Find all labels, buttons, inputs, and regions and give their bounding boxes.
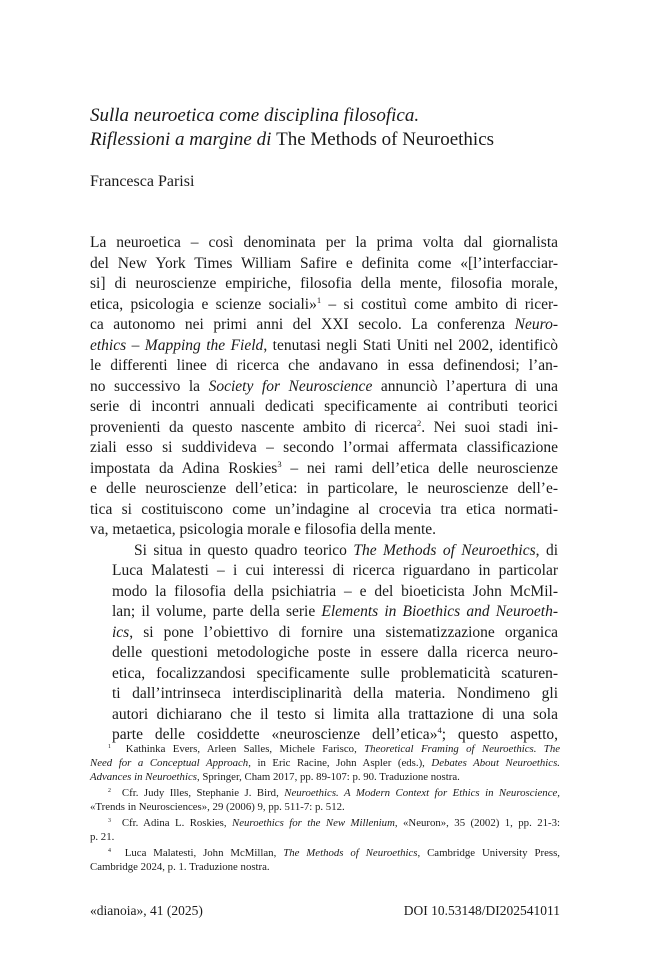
body-line: etica, psicologia e scienze sociali»$^1$ – si costituì come ambito di ricer- bbox=[90, 294, 558, 313]
footnote-line: Cambridge 2024, p. 1. Traduzione nostra. bbox=[90, 861, 270, 873]
body-line: La neuroetica – così denominata per la prima volta dal giornalista bbox=[90, 234, 558, 251]
footnote-3 bbox=[90, 816, 560, 844]
article-body bbox=[90, 233, 558, 746]
title-line-2-italic: Riflessioni a margine di bbox=[90, 129, 272, 150]
body-line: impostata da Adina Roskies$^3$ – nei rami dell’etica delle neuroscienze bbox=[90, 458, 558, 477]
body-line: va, metaetica, psicologia morale e filosofia della mente. bbox=[90, 521, 437, 538]
footnote-line: $^3$ Cfr. Adina L. Roskies, Neuroethics for the New Millenium, «Neuron», 35 (2002) 1, pp. 21-3: bbox=[108, 817, 560, 829]
body-line: ethics – Mapping the Field, tenutasi negli Stati Uniti nel 2002, identificò bbox=[90, 336, 558, 354]
footnote-line: p. 21. bbox=[90, 831, 115, 843]
author-name: Francesca Parisi bbox=[90, 173, 195, 190]
footnote-line: Need for a Conceptual Approach, in Eric Racine, John Aspler (eds.), Debates About Neuroethics. bbox=[90, 757, 560, 769]
body-line: le differenti linee di ricerca che andavano in essa definendosi; l’an- bbox=[90, 357, 558, 374]
doi-label[interactable]: DOI 10.53148/DI202541011 bbox=[403, 903, 560, 918]
body-line: del New York Times William Safire e definita come «[l’interfacciar- bbox=[90, 254, 558, 272]
body-line: parte delle cosiddette «neuroscienze dell’etica»$^4$; questo aspetto, bbox=[112, 725, 558, 743]
journal-citation: «dianoia», 41 (2025) bbox=[90, 903, 203, 918]
footnote-4 bbox=[90, 846, 560, 874]
paragraph-2 bbox=[90, 541, 558, 746]
footnote-line: «Trends in Neurosciences», 29 (2006) 9, pp. 511-7: p. 512. bbox=[90, 801, 345, 813]
body-line: delle questioni metodologiche poste in essere dalla ricerca neuro- bbox=[112, 644, 558, 661]
footnote-ref-4[interactable]: 4 bbox=[437, 725, 442, 736]
footnote-mark: 2 bbox=[108, 787, 111, 794]
body-line: modo la filosofia della psichiatria – e del bioeticista John McMil- bbox=[112, 582, 558, 600]
footnote-ref-1[interactable]: 1 bbox=[316, 294, 322, 305]
footnote-line: $^2$ Cfr. Judy Illes, Stephanie J. Bird, Neuroethics. A Modern Context for Ethics in Neuroscience, bbox=[108, 787, 560, 799]
footnote-2 bbox=[90, 786, 560, 814]
body-line: no successivo la Society for Neuroscience annunciò l’apertura di una bbox=[90, 377, 558, 395]
body-line: e delle neuroscienze dell’etica: in particolare, le neuroscienze dell’e- bbox=[90, 480, 558, 497]
body-line: etica, focalizzandosi specificamente sulle problematicità scaturen- bbox=[112, 664, 558, 682]
footnote-line: Advances in Neuroethics, Springer, Cham 2017, pp. 89-107: p. 90. Traduzione nostra. bbox=[90, 771, 460, 783]
article-title bbox=[90, 104, 560, 152]
footnote-ref-3[interactable]: 3 bbox=[277, 458, 282, 469]
footnote-mark: 1 bbox=[108, 743, 111, 750]
body-line: provenienti da questo nascente ambito di ricerca$^2$. Nei suoi stadi ini- bbox=[90, 417, 558, 436]
footnotes bbox=[90, 742, 560, 874]
body-line: si] di neuroscienze empiriche, filosofia della mente, filosofia morale, bbox=[90, 275, 558, 292]
body-line: tica si costituiscono come un’indagine al crocevia tra etica normati- bbox=[90, 500, 558, 518]
body-line: ics, si pone l’obiettivo di fornire una sistematizzazione organica bbox=[112, 623, 558, 641]
footnote-mark: 3 bbox=[108, 817, 111, 824]
body-line: Si situa in questo quadro teorico The Methods of Neuroethics, di bbox=[134, 541, 558, 559]
footnote-mark: 4 bbox=[108, 847, 111, 854]
footnote-1 bbox=[90, 742, 560, 784]
body-line: ti dall’intrinseca interdisciplinarità della materia. Nondimeno gli bbox=[112, 685, 558, 702]
paragraph-1 bbox=[90, 233, 558, 541]
footnote-ref-2[interactable]: 2 bbox=[417, 417, 422, 428]
title-line-2 bbox=[90, 128, 560, 152]
body-line: serie di incontri annuali dedicati specificamente ai contributi teorici bbox=[90, 398, 558, 415]
body-line: ca autonomo nei primi anni del XXI secolo. La conferenza Neuro- bbox=[90, 316, 558, 333]
title-book-name: The Methods of Neuroethics bbox=[276, 129, 495, 150]
title-line-1: Sulla neuroetica come disciplina filosofica. bbox=[90, 105, 420, 126]
body-line: lan; il volume, parte della serie Elements in Bioethics and Neuroeth- bbox=[112, 603, 558, 620]
footnote-line: $^1$ Kathinka Evers, Arleen Salles, Michele Farisco, Theoretical Framing of Neuroethics. The bbox=[108, 743, 561, 755]
body-line: autori dichiarano che il testo si limita alla trattazione di una sola bbox=[112, 705, 558, 723]
body-line: ziali esso si suddivideva – secondo l’ormai affermata classificazione bbox=[90, 439, 558, 456]
body-line: Luca Malatesti – i cui interessi di ricerca riguardano in particolar bbox=[112, 562, 558, 579]
footnote-line: $^4$ Luca Malatesti, John McMillan, The Methods of Neuroethics, Cambridge University Press, bbox=[108, 847, 560, 859]
